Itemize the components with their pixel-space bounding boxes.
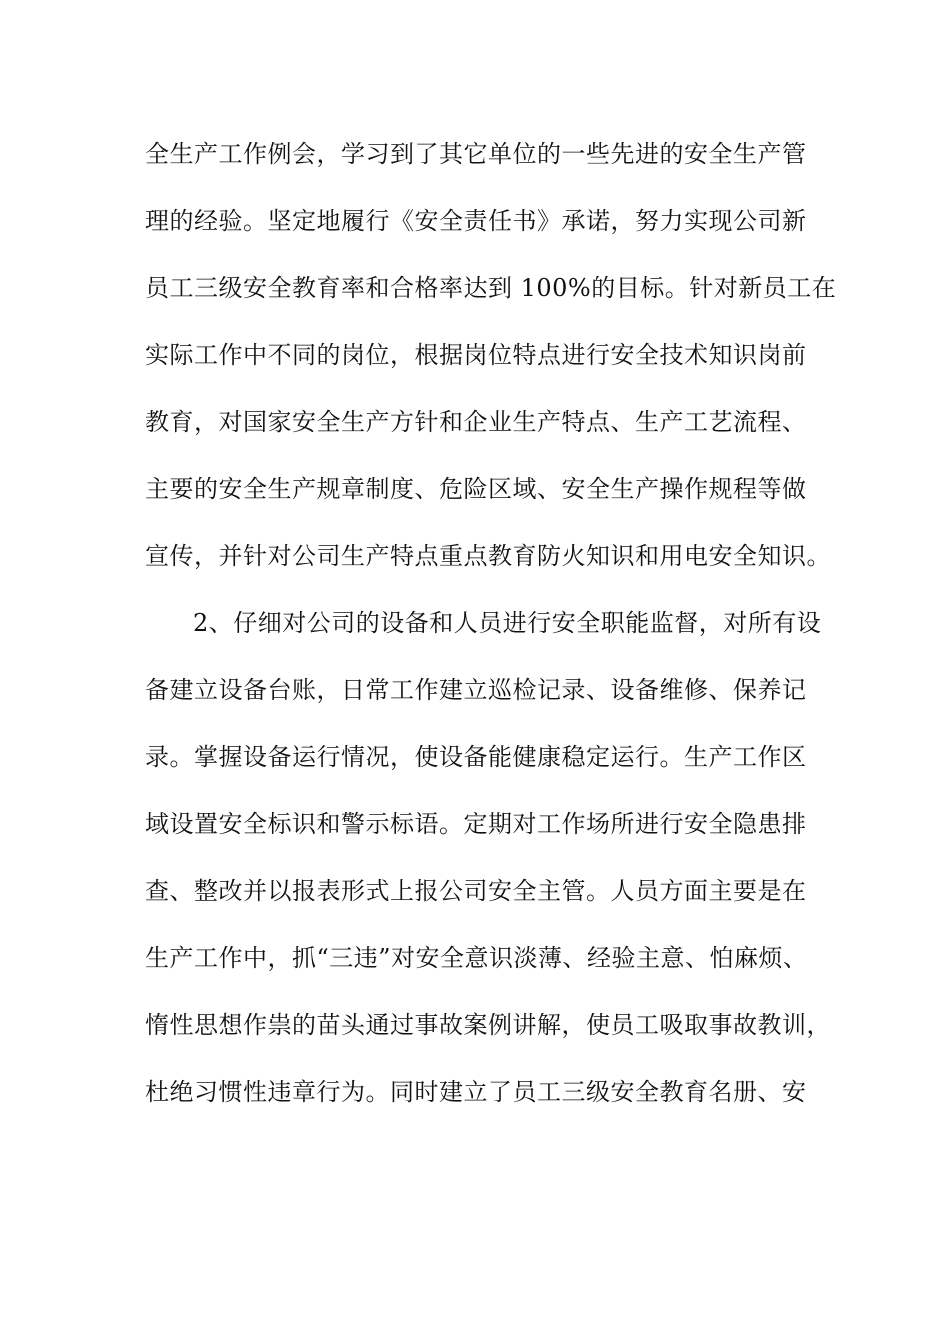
text-line: 录。掌握设备运行情况，使设备能健康稳定运行。生产工作区 [145, 743, 807, 771]
text-line: 教育，对国家安全生产方针和企业生产特点、生产工艺流程、 [145, 408, 807, 436]
text-line: 员工三级安全教育率和合格率达到 100%的目标。针对新员工在 [145, 274, 837, 302]
text-line: 理的经验。坚定地履行《安全责任书》承诺，努力实现公司新 [145, 207, 807, 235]
text-line: 全生产工作例会，学习到了其它单位的一些先进的安全生产管 [145, 140, 807, 168]
document-body [145, 127, 835, 1132]
text-line: 生产工作中，抓“三违”对安全意识淡薄、经验主意、怕麻烦、 [145, 944, 808, 972]
text-line: 查、整改并以报表形式上报公司安全主管。人员方面主要是在 [145, 877, 807, 905]
text-line: 杜绝习惯性违章行为。同时建立了员工三级安全教育名册、安 [145, 1078, 807, 1106]
text-line: 主要的安全生产规章制度、危险区域、安全生产操作规程等做 [145, 475, 807, 503]
text-line: 实际工作中不同的岗位，根据岗位特点进行安全技术知识岗前 [145, 341, 807, 369]
text-line: 域设置安全标识和警示标语。定期对工作场所进行安全隐患排 [145, 810, 807, 838]
paragraph-start-line: 2、仔细对公司的设备和人员进行安全职能监督，对所有设 [193, 609, 822, 637]
text-line: 宣传，并针对公司生产特点重点教育防火知识和用电安全知识。 [145, 542, 831, 570]
text-line: 惰性思想作祟的苗头通过事故案例讲解，使员工吸取事故教训， [145, 1011, 831, 1039]
text-line: 备建立设备台账，日常工作建立巡检记录、设备维修、保养记 [145, 676, 807, 704]
